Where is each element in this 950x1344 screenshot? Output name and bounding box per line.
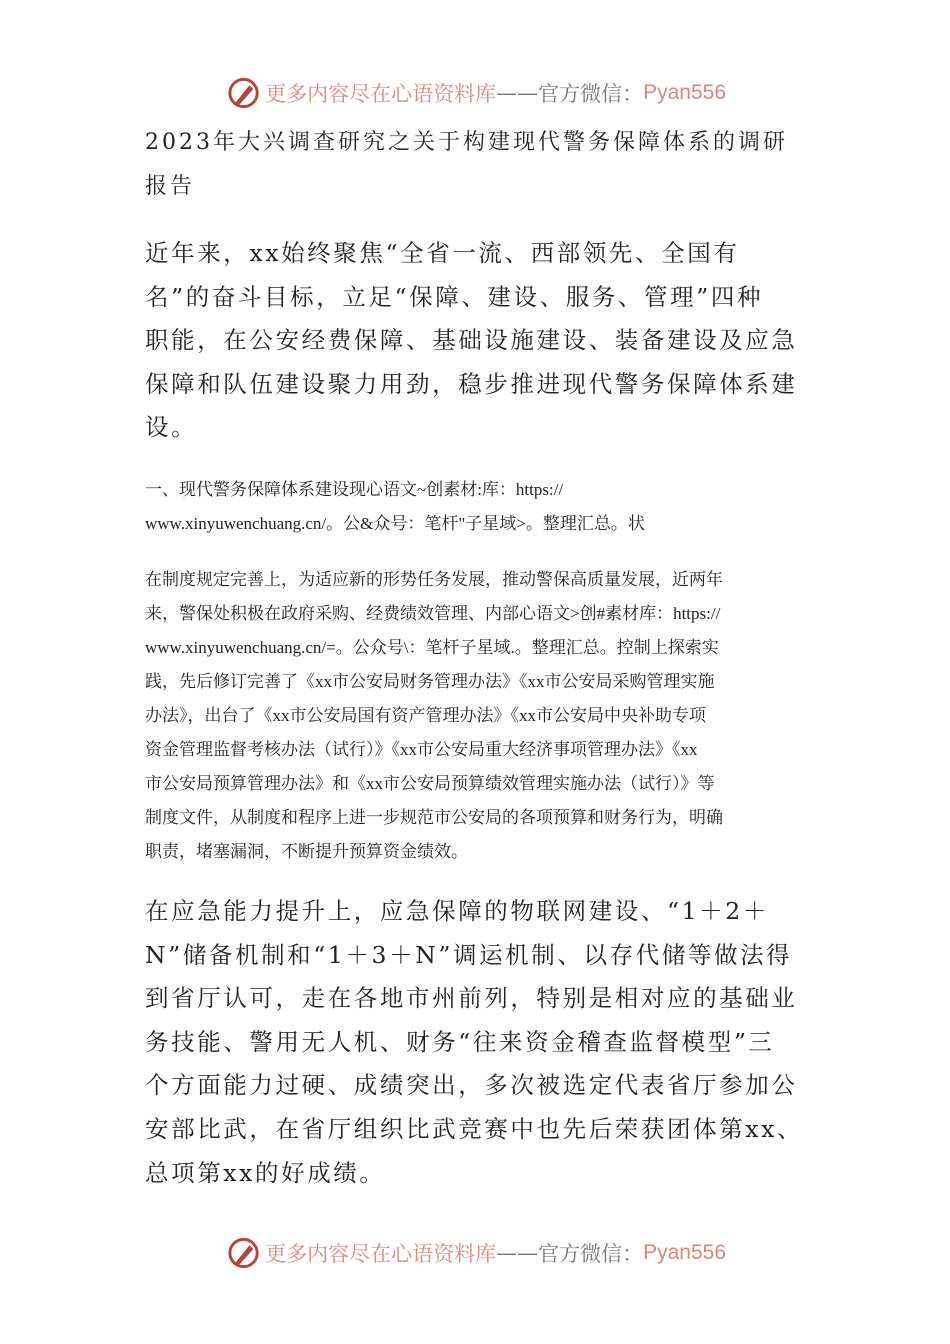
document-title [145,126,788,214]
emergency-paragraph [145,894,803,1199]
footer-banner [226,1233,726,1273]
title-line: 2023年大兴调查研究之关于构建现代警务保障体系的调研 [145,130,788,155]
text-line: 总项第xx的好成绩。 [145,1158,386,1187]
intro-paragraph [145,236,798,454]
text-line: www.xinyuwenchuang.cn/。公&众号：笔杆"子星域>。整理汇总。状 [145,514,645,533]
text-line: 名”的奋斗目标，立足“保障、建设、服务、管理”四种 [145,282,764,311]
pen-logo-icon [226,1235,261,1271]
wechat-label: 官方微信： [538,82,644,106]
text-line: www.xinyuwenchuang.cn/=。公众号\：笔杆子星域.。整理汇总。控制上探索实 [145,638,719,657]
text-line: 在制度规定完善上，为适应新的形势任务发展，推动警保高质量发展，近两年 [145,570,723,589]
section-body-paragraph [145,569,723,875]
text-line: 个方面能力过硬、成绩突出，多次被选定代表省厅参加公 [145,1071,798,1100]
text-line: 设。 [145,413,198,442]
title-line: 报告 [145,174,196,199]
text-line: 一、现代警务保障体系建设现心语文~创素材:库：https:// [145,480,564,499]
pen-logo-icon [226,75,261,111]
promo-text: 更多内容尽在心语资料库 [265,82,497,106]
text-line: 务技能、警用无人机、财务“往来资金稽查监督模型”三 [145,1027,775,1056]
text-line: 安部比武，在省厅组织比武竞赛中也先后荣获团体第xx、 [145,1114,804,1143]
text-line: 来，警保处积极在政府采购、经费绩效管理、内部心语文>创#素材库：https:// [145,604,721,623]
text-line: 职责，堵塞漏洞，不断提升预算资金绩效。 [145,842,468,861]
header-banner [226,73,726,113]
section-heading [145,479,645,547]
promo-text: 更多内容尽在心语资料库 [265,1242,497,1266]
text-line: N”储备机制和“1＋3＋N”调运机制、以存代储等做法得 [145,940,793,969]
text-line: 资金管理监督考核办法（试行）》《xx市公安局重大经济事项管理办法》《xx [145,740,698,759]
text-line: 践，先后修订完善了《xx市公安局财务管理办法》《xx市公安局采购管理实施 [145,672,715,691]
text-line: 在应急能力提升上，应急保障的物联网建设、“1＋2＋ [145,897,769,925]
wechat-id: Pyan556 [643,1241,726,1264]
wechat-label: 官方微信： [538,1242,644,1266]
text-line: 市公安局预算管理办法》和《xx市公安局预算绩效管理实施办法（试行）》等 [145,774,715,793]
text-line: 制度文件，从制度和程序上进一步规范市公安局的各项预算和财务行为，明确 [145,808,723,827]
text-line: 保障和队伍建设聚力用劲，稳步推进现代警务保障体系建 [145,369,798,398]
dash: —— [496,81,539,105]
text-line: 职能，在公安经费保障、基础设施建设、装备建设及应急 [145,326,798,355]
text-line: 近年来，xx始终聚焦“全省一流、西部领先、全国有 [145,239,740,267]
wechat-id: Pyan556 [643,81,726,104]
text-line: 到省厅认可，走在各地市州前列，特别是相对应的基础业 [145,984,798,1013]
dash: —— [496,1241,539,1265]
text-line: 办法》，出台了《xx市公安局国有资产管理办法》《xx市公安局中央补助专项 [145,706,706,725]
